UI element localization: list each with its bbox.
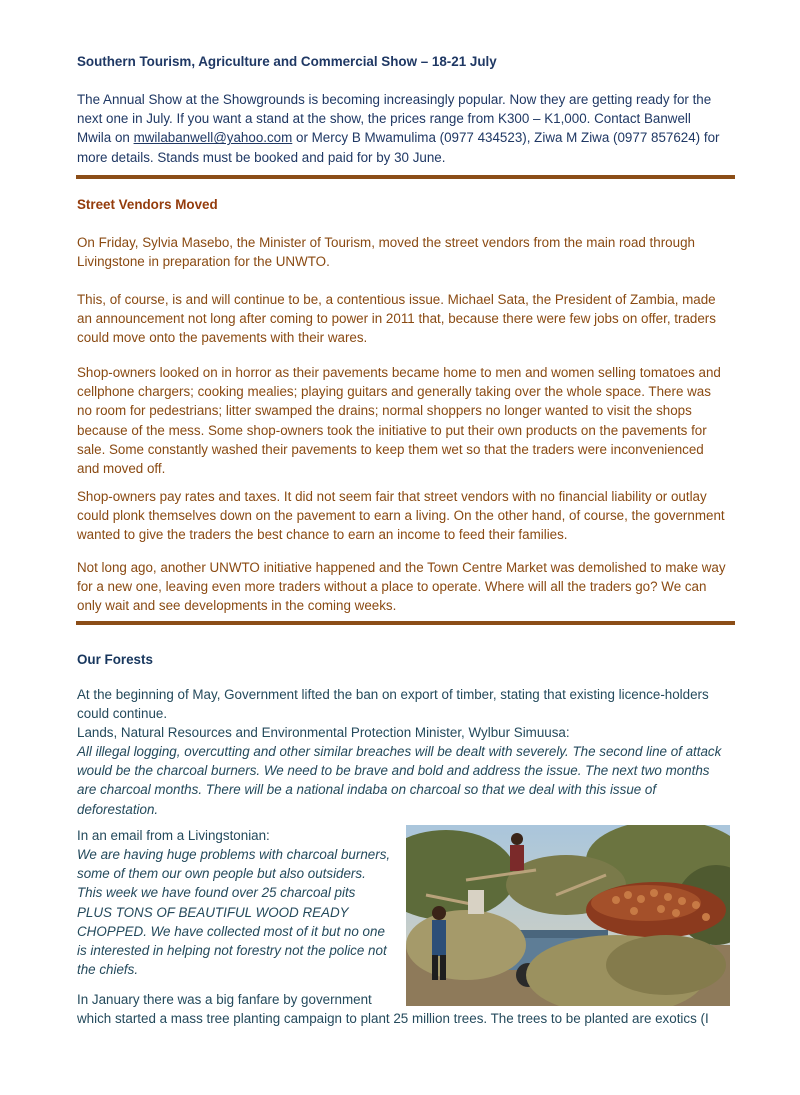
show-text-before: The Annual Show at the Showgrounds is becoming increasingly popular. Now they are getting ready for the next one in July. If you want a stand at the show, the prices range from K300 – K1,000. Contact Banwell Mwila on [77,92,712,146]
minister-quote: All illegal logging, overcutting and other similar breaches will be dealt with severely. The second line of attack would be the charcoal burners. We need to be brave and bold and address the issue. The next two months are charcoal months. There will be a national indaba on charcoal so that we deal with this issue of deforestation. [77,744,722,817]
vendors-heading: Street Vendors Moved [77,197,218,212]
email-intro: In an email from a Livingstonian: [77,828,270,843]
charcoal-wood-photo [406,825,730,1006]
show-text-after: or Mercy B Mwamulima (0977 434523), Ziwa M Ziwa (0977 857624) for more details. Stands must be booked and paid for by 30 June. [77,130,720,165]
forests-paragraph-2: Lands, Natural Resources and Environmental Protection Minister, Wylbur Simuusa: [77,725,570,740]
section-divider [76,175,735,179]
vendors-paragraph-5: Not long ago, another UNWTO initiative happened and the Town Centre Market was demolished to make way for a new one, leaving even more traders without a place to operate. Where will all the traders go? We can only wait and see developments in the coming weeks. [77,560,726,614]
forests-paragraph-3-line1: In January there was a big fanfare by government [77,992,372,1007]
forests-paragraph-3-line2: which started a mass tree planting campaign to plant 25 million trees. The trees to be planted are exotics (I [77,1011,709,1026]
vendors-paragraph-1: On Friday, Sylvia Masebo, the Minister of Tourism, moved the street vendors from the main road through Livingstone in preparation for the UNWTO. [77,235,695,270]
forests-paragraph-1: At the beginning of May, Government lifted the ban on export of timber, stating that existing licence-holders could continue. [77,687,709,722]
forests-heading: Our Forests [77,652,153,667]
vendors-paragraph-4: Shop-owners pay rates and taxes. It did not seem fair that street vendors with no financial liability or outlay could plonk themselves down on the pavement to earn a living. On the other hand, of course, the government wanted to give the traders the best chance to earn an income to feed their families. [77,489,725,543]
show-paragraph [77,90,727,167]
email-link[interactable]: mwilabanwell@yahoo.com [133,130,293,146]
vendors-paragraph-3: Shop-owners looked on in horror as their pavements became home to men and women selling tomatoes and cellphone chargers; cooking mealies; playing guitars and generally taking over the whole space. There was no room for pedestrians; litter swamped the drains; normal shoppers no longer wanted to visit the shops because of the mess. Some shop-owners took the initiative to put their own products on the pavements for sale. Some constantly washed their pavements to keep them wet so that the traders were inconvenienced and moved off. [77,365,721,477]
section-divider [76,621,735,625]
email-quote: We are having huge problems with charcoal burners, some of them our own people but also outsiders. This week we have found over 25 charcoal pits PLUS TONS OF BEAUTIFUL WOOD READY CHOPPED. We have collected most of it but no one is interested in helping not forestry not the police not the chiefs. [77,847,391,978]
show-heading: Southern Tourism, Agriculture and Commercial Show – 18-21 July [77,54,497,69]
vendors-paragraph-2: This, of course, is and will continue to be, a contentious issue. Michael Sata, the President of Zambia, made an announcement not long after coming to power in 2011 that, because there were few jobs on offer, traders could move onto the pavements with their wares. [77,292,716,346]
